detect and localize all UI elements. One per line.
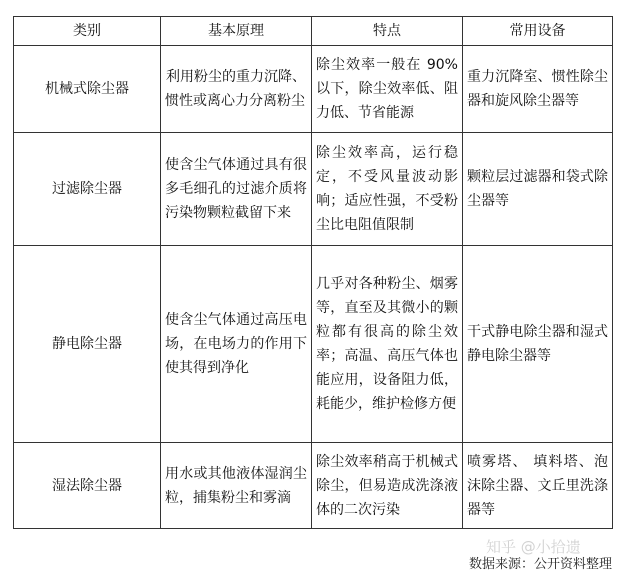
row-principle: 用水或其他液体湿润尘粒，捕集粉尘和雾滴	[161, 443, 312, 529]
row-equipment: 喷雾塔、 填料塔、泡沫除尘器、文丘里洗涤器等	[463, 443, 613, 529]
row-principle: 利用粉尘的重力沉降、惯性或离心力分离粉尘	[161, 46, 312, 133]
header-features: 特点	[312, 17, 463, 46]
table-row	[14, 46, 613, 133]
row-category: 过滤除尘器	[14, 133, 161, 246]
header-equipment: 常用设备	[463, 17, 613, 46]
watermark: 知乎 @小拾遗	[486, 538, 581, 556]
dust-collector-table	[13, 16, 613, 529]
table-row	[14, 246, 613, 443]
row-equipment: 颗粒层过滤器和袋式除尘器等	[463, 133, 613, 246]
row-principle: 使含尘气体通过高压电场，在电场力的作用下使其得到净化	[161, 246, 312, 443]
table-row	[14, 133, 613, 246]
row-features: 除尘效率一般在 90%以下，除尘效率低、阻力低、节省能源	[312, 46, 463, 133]
row-features: 除尘效率稍高于机械式除尘，但易造成洗涤液体的二次污染	[312, 443, 463, 529]
table-header-row	[14, 17, 613, 46]
row-category: 机械式除尘器	[14, 46, 161, 133]
header-principle: 基本原理	[161, 17, 312, 46]
table-row	[14, 443, 613, 529]
data-source-note: 数据来源：公开资料整理	[468, 557, 612, 572]
row-equipment: 干式静电除尘器和湿式静电除尘器等	[463, 246, 613, 443]
row-category: 湿法除尘器	[14, 443, 161, 529]
row-principle: 使含尘气体通过具有很多毛细孔的过滤介质将污染物颗粒截留下来	[161, 133, 312, 246]
row-equipment: 重力沉降室、惯性除尘器和旋风除尘器等	[463, 46, 613, 133]
row-category: 静电除尘器	[14, 246, 161, 443]
row-features: 几乎对各种粉尘、烟雾等，直至及其微小的颗粒都有很高的除尘效率；高温、高压气体也能应用，设备阻力低，耗能少，维护检修方便	[312, 246, 463, 443]
header-category: 类别	[14, 17, 161, 46]
row-features: 除尘效率高，运行稳定，不受风量波动影响；适应性强，不受粉尘比电阻值限制	[312, 133, 463, 246]
